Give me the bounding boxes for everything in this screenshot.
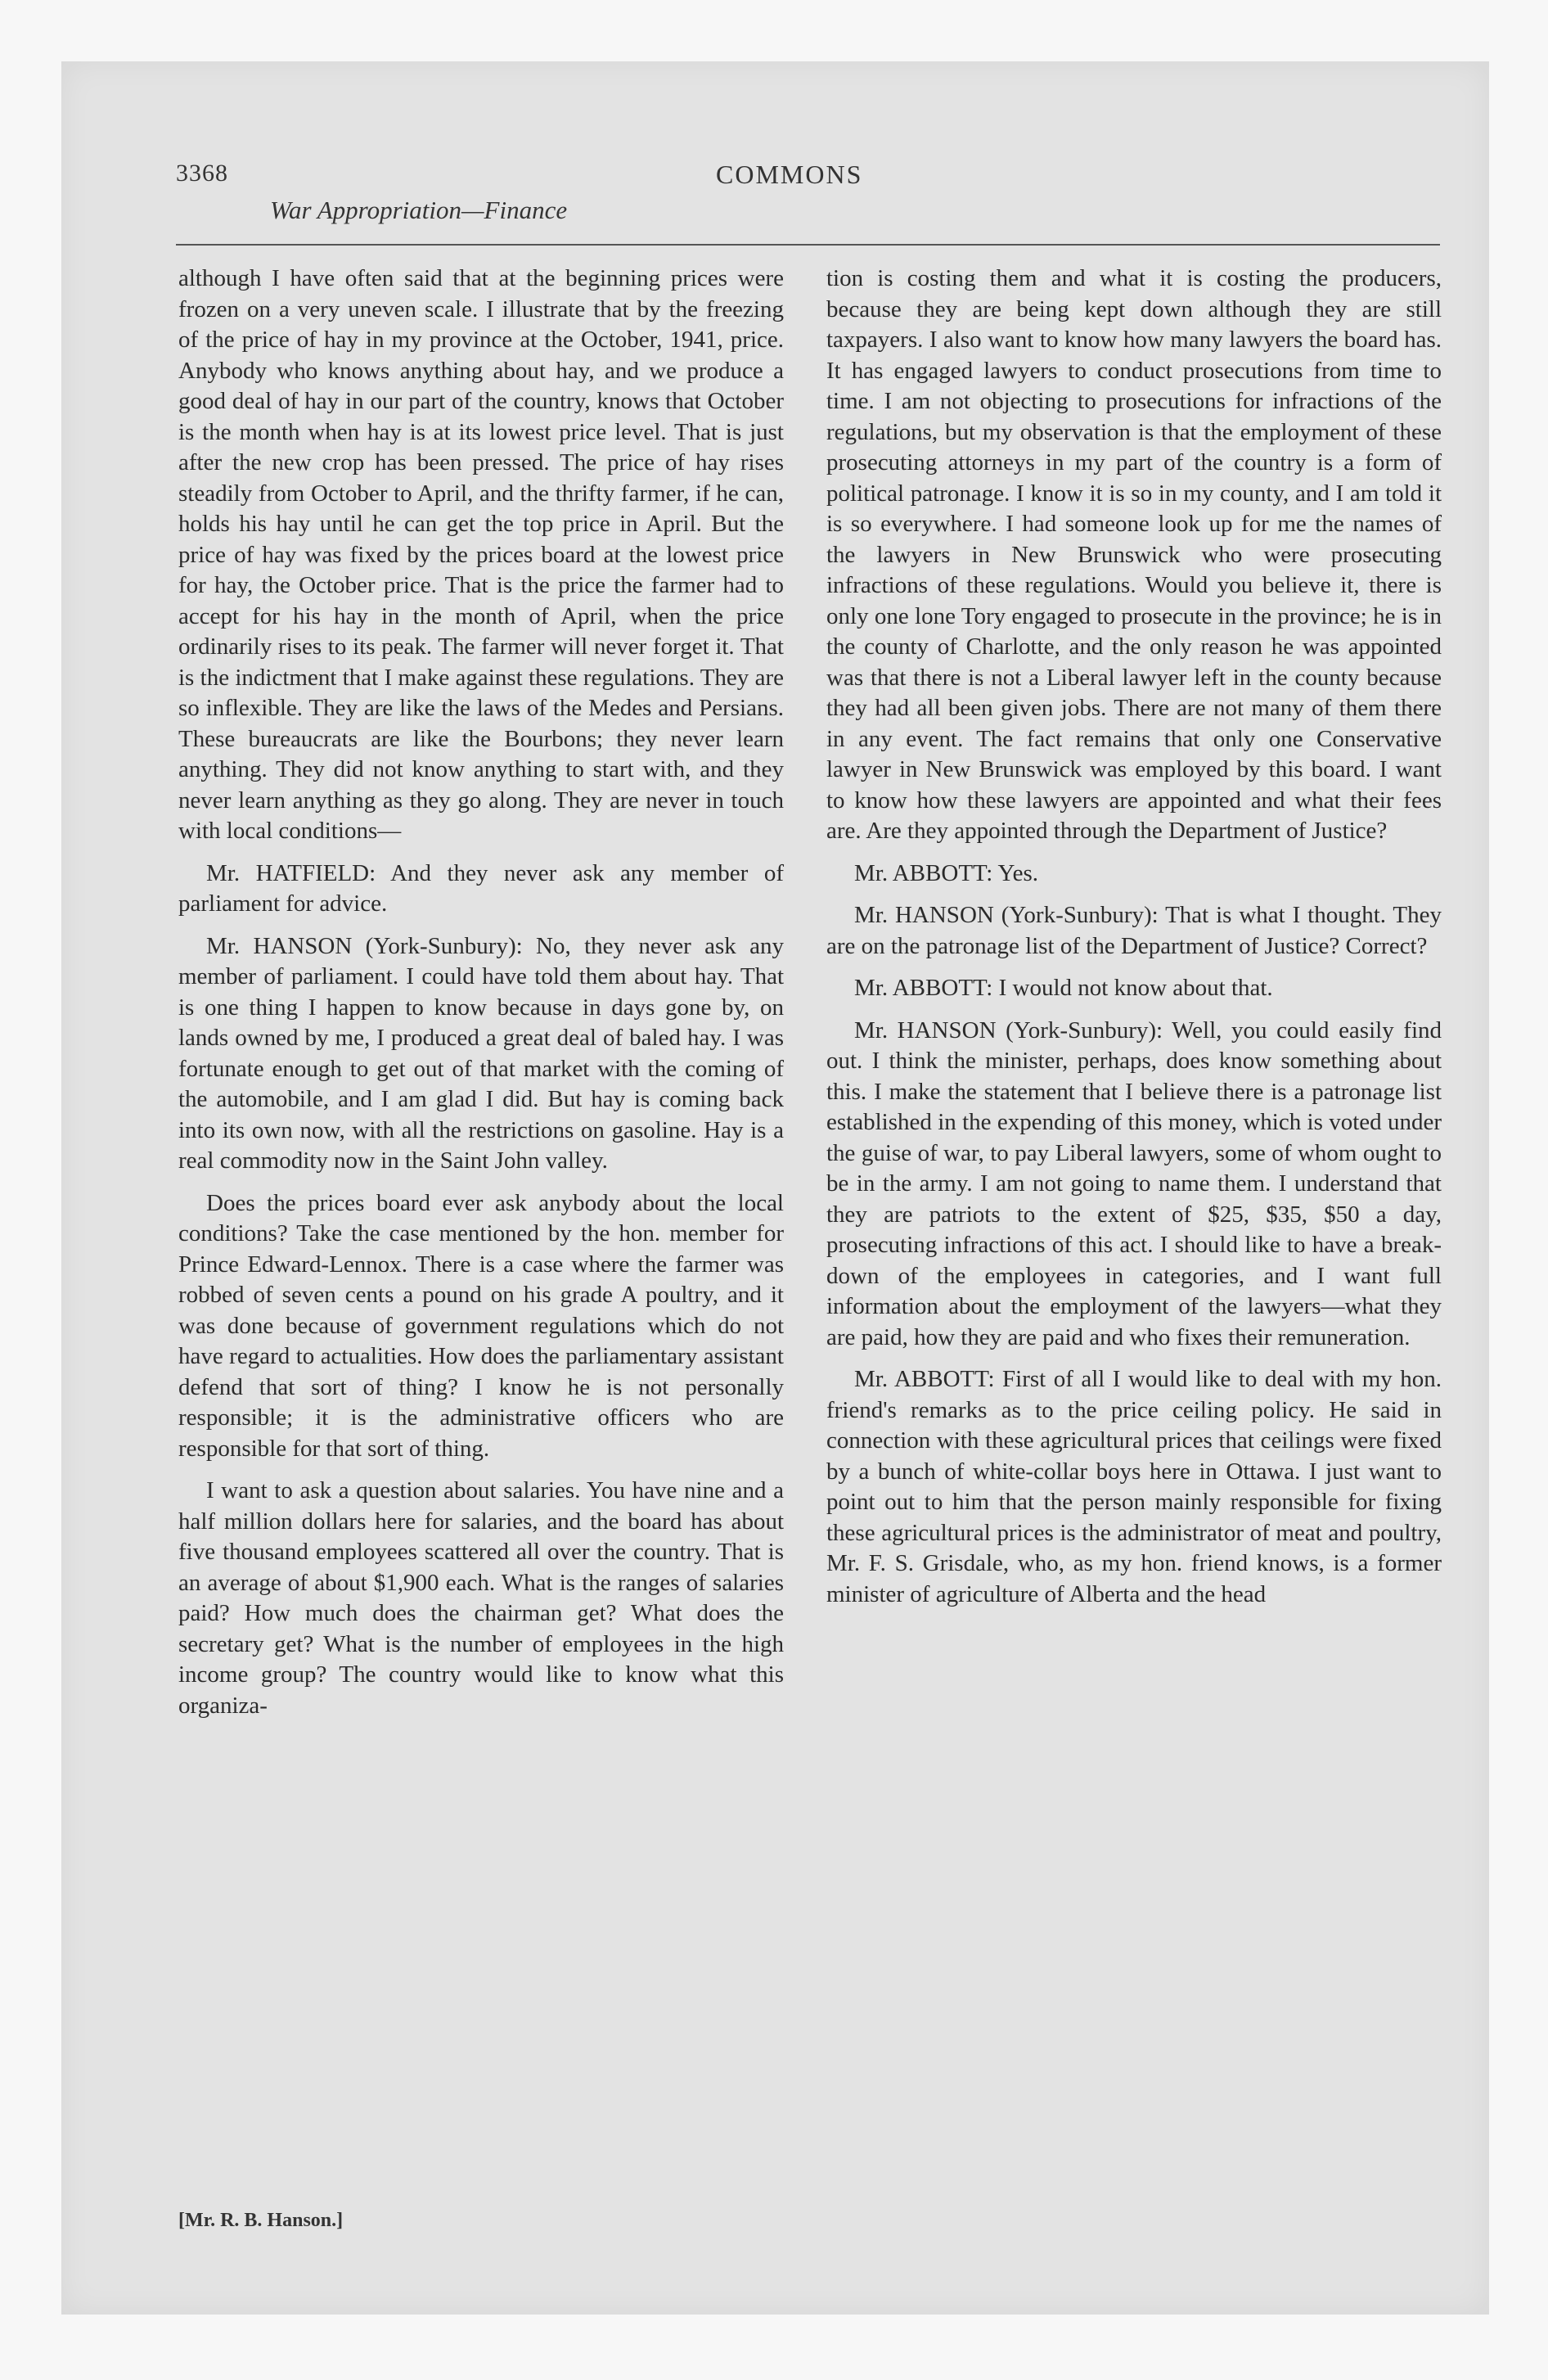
right-column <box>826 264 1442 1621</box>
journal-title: COMMONS <box>716 160 863 189</box>
paragraph: Mr. HATFIELD: And they never ask any member of parliament for advice. <box>178 859 784 917</box>
paragraph: Mr. ABBOTT: First of all I would like to deal with my hon. friend's remarks as to the price ceiling policy. He said in connection with these agricultural prices that ceilings were fixed by a bunch of white-collar boys here in Ottawa. I just want to point out to him that the person mainly responsible for fixing these agricultural prices is the administrator of meat and poultry, Mr. F. S. Grisdale, who, as my hon. friend knows, is a former minister of agriculture of Alberta and the head <box>826 1366 1442 1607</box>
left-column <box>178 264 784 1733</box>
speaker-attribution: [Mr. R. B. Hanson.] <box>178 2210 344 2231</box>
paragraph: tion is costing them and what it is costing the producers, because they are being kept down although they are still taxpayers. I also want to know how many lawyers the board has. It has engaged lawyers to conduct prosecutions from time to time. I am not objecting to prosecutions for infractions of the regulations, but my observation is that the employment of these prosecuting attorneys in my part of the country is a form of political patronage. I know it is so in my county, and I am told it is so everywhere. I had someone look up for me the names of the lawyers in New Brunswick who were prosecuting infractions of these regulations. Would you believe it, there is only one lone Tory engaged to prosecute in the province; he is in the county of Charlotte, and the only reason he was appointed was that there is not a Liberal lawyer left in the county because they had all been given jobs. There are not many of them there in any event. The fact remains that only one Conservative lawyer in New Brunswick was employed by this board. I want to know how these lawyers are appointed and what their fees are. Are they appointed through the Department of Justice? <box>826 265 1442 844</box>
paragraph: Does the prices board ever ask anybody about the local conditions? Take the case mentioned by the hon. member for Prince Edward-Lennox. There is a case where the farmer was robbed of seven cents a pound on his grade A poultry, and it was done because of government regulations which do not have regard to actualities. How does the parliamentary assistant defend that sort of thing? I know he is not personally responsible; it is the administrative officers who are responsible for that sort of thing. <box>178 1189 784 1462</box>
header-rule <box>176 244 1440 246</box>
paragraph: I want to ask a question about salaries. You have nine and a half million dollars here for salaries, and the board has about five thousand employees scattered all over the country. That is an average of about $1,900 each. What is the ranges of salaries paid? How much does the chairman get? What does the secretary get? What is the number of employees in the high income group? The country would like to know what this organiza- <box>178 1477 784 1719</box>
page-header <box>176 160 1440 241</box>
paragraph: Mr. ABBOTT: I would not know about that. <box>854 975 1273 1001</box>
paragraph: Mr. HANSON (York-Sunbury): Well, you could easily find out. I think the minister, perhaps, does know something about this. I make the statement that I believe there is a patronage list established in the expending of this money, which is voted under the guise of war, to pay Liberal lawyers, some of whom ought to be in the army. I am not going to name them. I understand that they are patriots to the extent of $25, $35, $50 a day, prosecuting infractions of this act. I should like to have a break-down of the employees in categories, and I want full information about the employment of the lawyers—what they are paid, how they are paid and who fixes their remuneration. <box>826 1016 1442 1350</box>
paragraph: although I have often said that at the beginning prices were frozen on a very uneven scale. I illustrate that by the freezing of the price of hay in my province at the October, 1941, price. Anybody who knows anything about hay, and we produce a good deal of hay in our part of the country, knows that October is the month when hay is at its lowest price level. That is just after the new crop has been pressed. The price of hay rises steadily from October to April, and the thrifty farmer, if he can, holds his hay until he can get the top price in April. But the price of hay was fixed by the prices board at the lowest price for hay, the October price. That is the price the farmer had to accept for his hay in the month of April, when the price ordinarily rises to its peak. The farmer will never forget it. That is the indictment that I make against these regulations. They are so inflexible. They are like the laws of the Medes and Persians. These bureaucrats are like the Bourbons; they never learn anything. They did not know anything to start with, and they never learn anything as they go along. They are never in touch with local conditions— <box>178 265 784 844</box>
paragraph: Mr. ABBOTT: Yes. <box>854 859 1038 886</box>
section-title: War Appropriation—Finance <box>270 196 568 224</box>
paragraph: Mr. HANSON (York-Sunbury): That is what I thought. They are on the patronage list of the Department of Justice? Correct? <box>826 902 1442 959</box>
page-number: 3368 <box>176 160 228 187</box>
paragraph: Mr. HANSON (York-Sunbury): No, they never ask any member of parliament. I could have told them about hay. That is one thing I happen to know because in days gone by, on lands owned by me, I produced a great deal of baled hay. I was fortunate enough to get out of that market with the coming of the automobile, and I am glad I did. But hay is coming back into its own now, with all the restrictions on gasoline. Hay is a real commodity now in the Saint John valley. <box>178 932 784 1174</box>
